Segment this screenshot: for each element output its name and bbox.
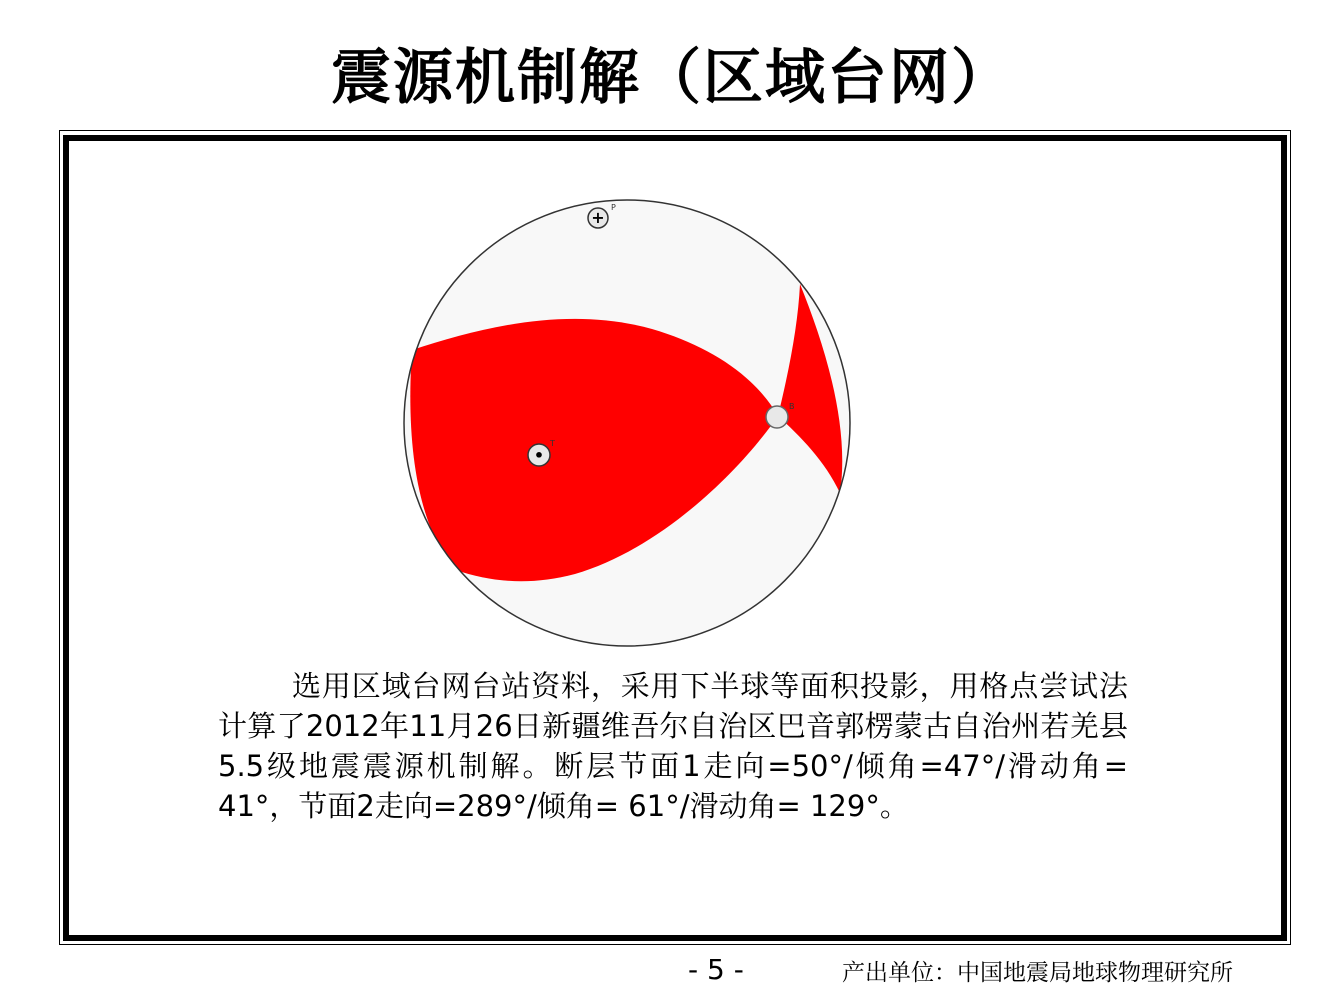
p-axis-label: P [611,203,616,212]
t-axis-symbol: • [533,446,545,465]
slide-title: 震源机制解（区域台网） [331,43,1013,113]
mechanism-description: 选用区域台网台站资料，采用下半球等面积投影，用格点尝试法计算了2012年11月26日新疆维吾尔自治区巴音郭楞蒙古自治州若羌县5.5级地震震源机制解。断层节面1走向=50°/倾角=47°/滑动角= 41°，节面2走向=289°/倾角= 61°/滑动角= 129°。 [218,669,1128,823]
page-number: - 5 - [688,953,744,986]
p-axis-symbol: + [591,208,605,227]
focal-mechanism-beachball [400,196,854,650]
t-axis-label: T [550,439,555,448]
producer-credit: 产出单位：中国地震局地球物理研究所 [842,960,1233,986]
b-axis-label: B [789,402,795,411]
